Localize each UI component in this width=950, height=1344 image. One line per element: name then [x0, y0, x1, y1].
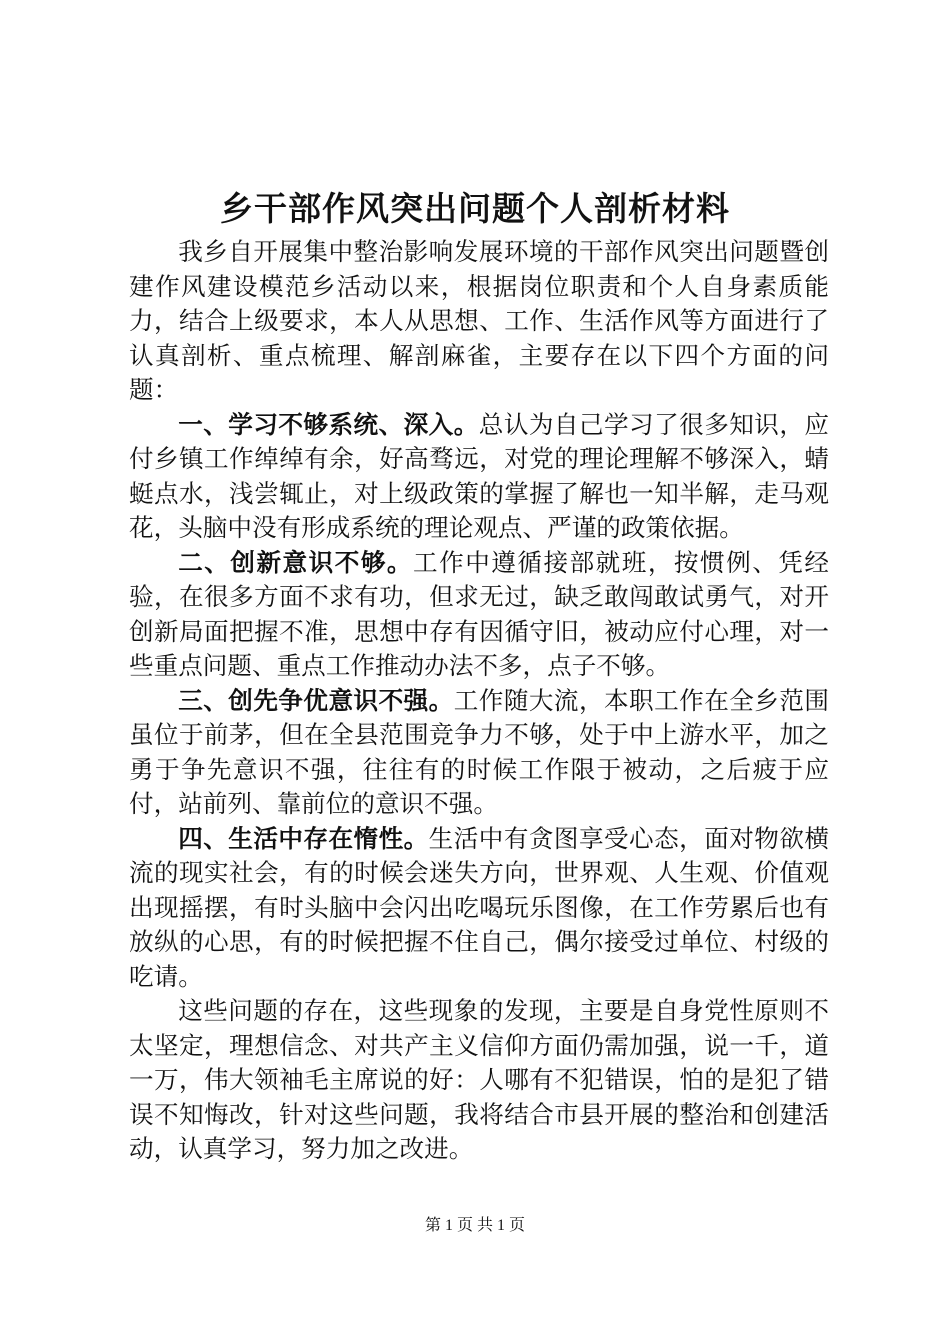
issue-heading-3: 三、创先争优意识不强。	[178, 685, 454, 715]
intro-paragraph	[129, 235, 829, 408]
page-footer: 第 1 页 共 1 页	[424, 1217, 525, 1234]
issue-text-2: 工作中遵循接部就班，按惯例、凭经验，在很多方面不求有功，但求无过，缺乏敢闯敢试勇气，对开创新局面把握不准，思想中存有因循守旧，被动应付心理，对一些重点问题、重点工作推动办法不多，点子不够。	[129, 547, 829, 680]
conclusion-paragraph	[129, 994, 829, 1167]
issue-heading-4: 四、生活中存在惰性。	[178, 823, 429, 853]
issue-paragraph-4	[129, 822, 829, 995]
issue-text-1: 总认为自己学习了很多知识，应付乡镇工作绰绰有余，好高骛远，对党的理论理解不够深入，蜻蜓点水，浅尝辄止，对上级政策的掌握了解也一知半解，走马观花，头脑中没有形成系统的理论观点、严谨的政策依据。	[129, 409, 829, 542]
paragraph-text: 这些问题的存在，这些现象的发现，主要是自身党性原则不太坚定，理想信念、对共产主义信仰方面仍需加强，说一千，道一万，伟大领袖毛主席说的好：人哪有不犯错误，怕的是犯了错误不知悔改，针对这些问题，我将结合市县开展的整治和创建活动，认真学习，努力加之改进。	[129, 996, 829, 1163]
issue-paragraph-2	[129, 546, 829, 684]
issue-text-3: 工作随大流，本职工作在全乡范围虽位于前茅，但在全县范围竞争力不够，处于中上游水平，加之勇于争先意识不强，往往有的时候工作限于被动，之后疲于应付，站前列、靠前位的意识不强。	[129, 685, 829, 818]
issue-paragraph-1	[129, 408, 829, 546]
issue-text-4: 生活中有贪图享受心态，面对物欲横流的现实社会，有的时候会迷失方向，世界观、人生观、价值观出现摇摆，有时头脑中会闪出吃喝玩乐图像，在工作劳累后也有放纵的心思，有的时候把握不住自己，偶尔接受过单位、村级的吃请。	[129, 823, 829, 991]
issue-paragraph-3	[129, 684, 829, 822]
issue-heading-1: 一、学习不够系统、深入。	[178, 409, 479, 439]
document-title: 乡干部作风突出问题个人剖析材料	[220, 189, 730, 228]
issue-heading-2: 二、创新意识不够。	[178, 547, 414, 577]
paragraph-text: 我乡自开展集中整治影响发展环境的干部作风突出问题暨创建作风建设模范乡活动以来，根据岗位职责和个人自身素质能力，结合上级要求，本人从思想、工作、生活作风等方面进行了认真剖析、重点梳理、解剖麻雀，主要存在以下四个方面的问题：	[129, 237, 829, 404]
document-body	[129, 235, 829, 1167]
